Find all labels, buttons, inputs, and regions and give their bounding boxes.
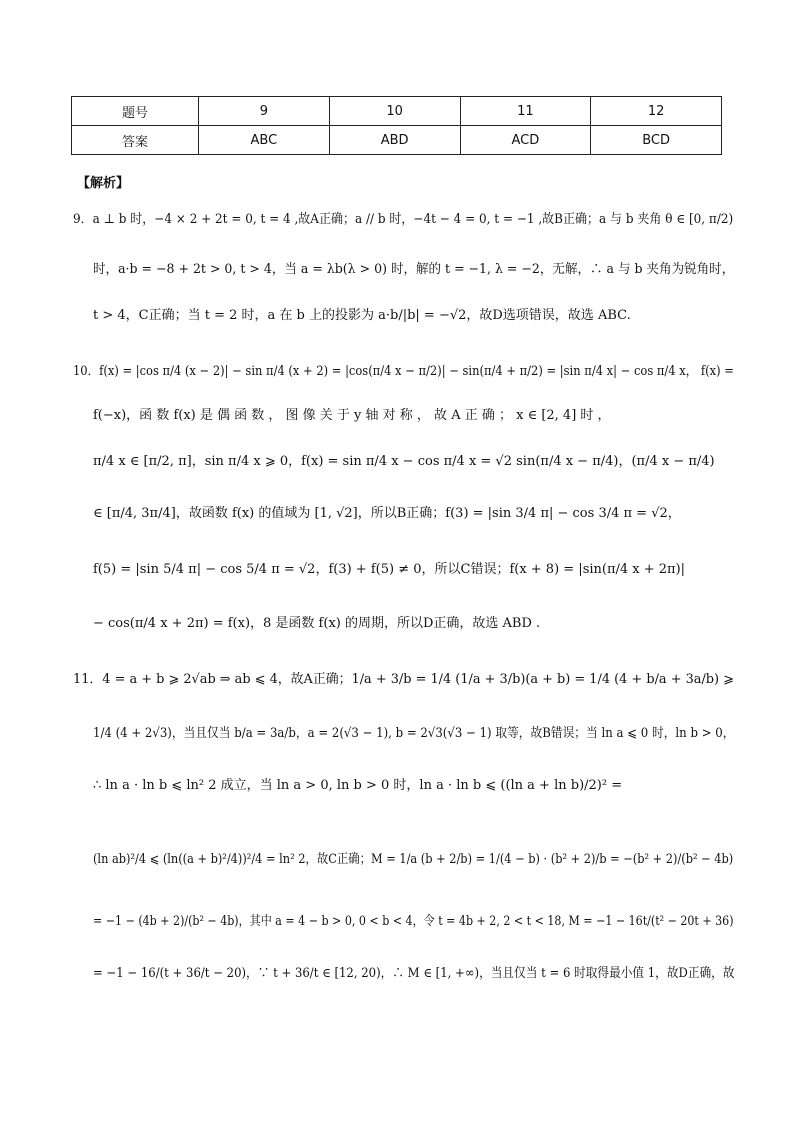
table-cell: BCD bbox=[591, 126, 722, 155]
solution-10-line-4: ∈ [π/4, 3π/4]，故函数 f(x) 的值域为 [1, √2]，所以B正确；f(3) = |sin 3/4 π| − cos 3/4 π = √2， bbox=[93, 506, 681, 521]
table-row bbox=[72, 126, 722, 155]
table-cell: ACD bbox=[460, 126, 591, 155]
solution-11-line-1: 11．4 = a + b ⩾ 2√ab ⇒ ab ⩽ 4，故A正确；1/a + 3/b = 1/4 (1/a + 3/b)(a + b) = 1/4 (4 + b/a + 3a/b) ⩾ bbox=[73, 672, 734, 687]
solution-11-line-4: (ln ab)²/4 ⩽ (ln((a + b)²/4))²/4 = ln² 2，故C正确；M = 1/a (b + 2/b) = 1/(4 − b) · (b² + 2)/b = −(b² + 2)/(b² − 4b) bbox=[93, 852, 734, 867]
table-cell: ABD bbox=[329, 126, 460, 155]
solution-9-line-1: 9．a ⊥ b 时，−4 × 2 + 2t = 0, t = 4 ,故A正确；a // b 时，−4t − 4 = 0, t = −1 ,故B正确；a 与 b 夹角 θ ∈ [0, π/2) bbox=[73, 212, 734, 227]
solution-11-line-5: = −1 − (4b + 2)/(b² − 4b)，其中 a = 4 − b > 0, 0 < b < 4，令 t = 4b + 2, 2 < t < 18, M = −1 − 16t/(t² − 20t + 36) bbox=[93, 914, 734, 929]
solution-10-line-2: f(−x)，函 数 f(x) 是 偶 函 数 ， 图 像 关 于 y 轴 对 称 ， 故 A 正 确 ； x ∈ [2, 4] 时 ， bbox=[93, 408, 611, 423]
section-title: 【解析】 bbox=[77, 176, 130, 191]
solution-10-line-5: f(5) = |sin 5/4 π| − cos 5/4 π = √2，f(3) + f(5) ≠ 0，所以C错误；f(x + 8) = |sin(π/4 x + 2π)| bbox=[93, 562, 686, 577]
answer-table bbox=[71, 96, 722, 155]
solution-10-line-1: 10．f(x) = |cos π/4 (x − 2)| − sin π/4 (x + 2) = |cos(π/4 x − π/2)| − sin(π/4 + π/2) = |sin π/4 x| − cos π/4 x， f(x) = bbox=[73, 364, 734, 379]
solution-10-line-6: − cos(π/4 x + 2π) = f(x)，8 是函数 f(x) 的周期，所以D正确，故选 ABD . bbox=[93, 616, 541, 631]
table-cell: ABC bbox=[199, 126, 330, 155]
table-cell: 12 bbox=[591, 97, 722, 126]
solution-11-line-6: = −1 − 16/(t + 36/t − 20)，∵ t + 36/t ∈ [12, 20)，∴ M ∈ [1, +∞)，当且仅当 t = 6 时取得最小值 1，故D正确，故 bbox=[93, 966, 735, 981]
solution-10-line-3: π/4 x ∈ [π/2, π]，sin π/4 x ⩾ 0，f(x) = sin π/4 x − cos π/4 x = √2 sin(π/4 x − π/4)，(π/4 x − π/4) bbox=[93, 454, 715, 469]
table-row bbox=[72, 97, 722, 126]
table-header-answer: 答案 bbox=[72, 126, 199, 155]
solution-9-line-3: t > 4，C正确；当 t = 2 时，a 在 b 上的投影为 a·b/|b| = −√2，故D选项错误，故选 ABC. bbox=[93, 308, 631, 323]
table-header-question-number: 题号 bbox=[72, 97, 199, 126]
solution-11-line-2: 1/4 (4 + 2√3)，当且仅当 b/a = 3a/b，a = 2(√3 − 1), b = 2√3(√3 − 1) 取等，故B错误；当 ln a ⩽ 0 时，ln b > 0， bbox=[93, 726, 735, 741]
solution-9-line-2: 时，a·b = −8 + 2t > 0, t > 4，当 a = λb(λ > 0) 时，解的 t = −1, λ = −2，无解，∴ a 与 b 夹角为锐角时， bbox=[93, 262, 735, 277]
solution-11-line-3: ∴ ln a · ln b ⩽ ln² 2 成立，当 ln a > 0, ln b > 0 时，ln a · ln b ⩽ ((ln a + ln b)/2)² = bbox=[93, 778, 623, 793]
table-cell: 11 bbox=[460, 97, 591, 126]
table-cell: 9 bbox=[199, 97, 330, 126]
table-cell: 10 bbox=[329, 97, 460, 126]
